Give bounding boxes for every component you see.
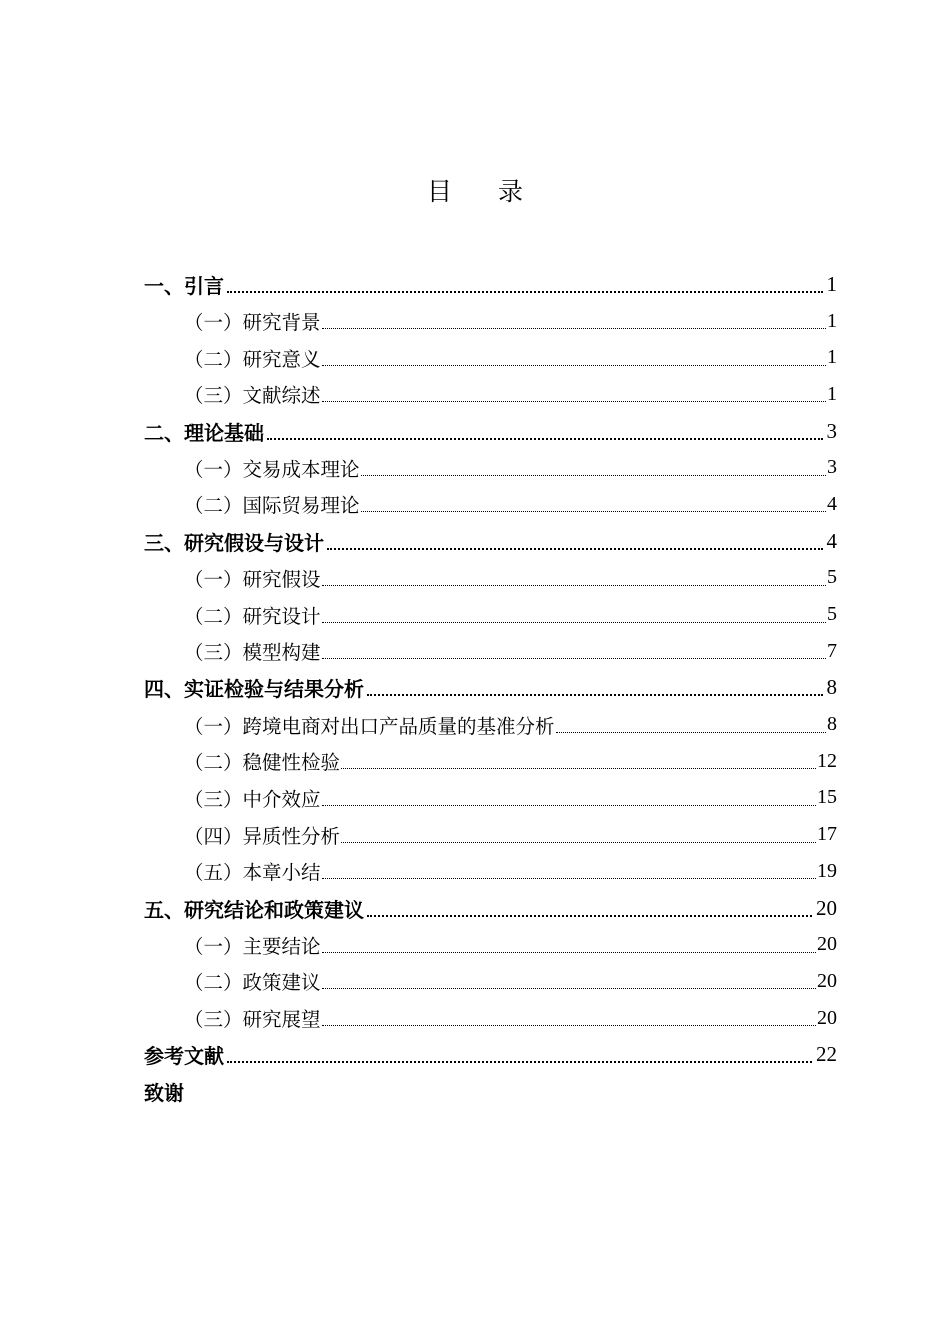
toc-entry-label: （三）文献综述 xyxy=(184,384,321,408)
toc-chapter-entry[interactable] xyxy=(144,523,837,560)
toc-dot-leader xyxy=(341,841,816,843)
toc-entry-label: （一）交易成本理论 xyxy=(184,457,360,481)
toc-dot-leader xyxy=(322,400,826,402)
toc-dot-leader xyxy=(322,1024,816,1026)
toc-section-entry[interactable] xyxy=(144,1000,837,1037)
toc-entry-page-number: 19 xyxy=(817,859,837,882)
toc-entry-page-number: 15 xyxy=(817,786,837,809)
toc-dot-leader xyxy=(227,290,823,293)
toc-dot-leader xyxy=(367,693,823,696)
toc-section-entry[interactable] xyxy=(144,486,837,523)
toc-entry-page-number: 20 xyxy=(817,1006,837,1029)
toc-entry-page-number: 5 xyxy=(827,603,837,626)
toc-section-entry[interactable] xyxy=(144,780,837,817)
toc-entry-page-number: 12 xyxy=(817,749,837,772)
toc-section-entry[interactable] xyxy=(144,560,837,597)
toc-entry-label: 四、实证检验与结果分析 xyxy=(144,677,364,702)
page-title-part1: 目 xyxy=(426,177,452,206)
toc-entry-page-number: 4 xyxy=(827,492,837,515)
toc-dot-leader xyxy=(322,364,826,366)
toc-entry-label: （二）国际贸易理论 xyxy=(184,494,360,518)
toc-entry-page-number: 20 xyxy=(816,895,837,920)
toc-dot-leader xyxy=(322,877,816,879)
toc-section-entry[interactable] xyxy=(144,743,837,780)
toc-section-entry[interactable] xyxy=(144,633,837,670)
toc-entry-label: （二）政策建议 xyxy=(184,971,321,995)
toc-entry-label: 参考文献 xyxy=(144,1044,224,1069)
toc-entry-page-number: 1 xyxy=(827,382,837,405)
toc-entry-label: （一）研究背景 xyxy=(184,311,321,335)
toc-dot-leader xyxy=(267,437,823,440)
toc-entry-page-number: 17 xyxy=(817,823,837,846)
toc-entry-page-number: 7 xyxy=(827,639,837,662)
toc-dot-leader xyxy=(361,510,826,512)
toc-entry-label: （二）研究意义 xyxy=(184,347,321,371)
toc-entry-page-number: 5 xyxy=(827,566,837,589)
toc-entry-label: （一）跨境电商对出口产品质量的基准分析 xyxy=(184,714,555,738)
toc-section-entry[interactable] xyxy=(144,303,837,340)
toc-dot-leader xyxy=(322,951,816,953)
toc-dot-leader xyxy=(322,584,826,586)
toc-entry-page-number: 22 xyxy=(816,1042,837,1067)
toc-dot-leader xyxy=(322,327,826,329)
toc-dot-leader xyxy=(322,621,826,623)
toc-chapter-entry[interactable] xyxy=(144,1036,837,1073)
page-title-part2: 录 xyxy=(498,177,524,206)
toc-chapter-entry[interactable] xyxy=(144,890,837,927)
toc-entry-label: （二）研究设计 xyxy=(184,604,321,628)
toc-section-entry[interactable] xyxy=(144,596,837,633)
toc-entry-label: 二、理论基础 xyxy=(144,420,264,445)
toc-entry-label: （二）稳健性检验 xyxy=(184,751,341,775)
toc-dot-leader xyxy=(322,987,816,989)
toc-section-entry[interactable] xyxy=(144,706,837,743)
toc-chapter-entry[interactable] xyxy=(144,266,837,303)
toc-chapter-entry[interactable] xyxy=(144,413,837,450)
toc-chapter-entry[interactable] xyxy=(144,670,837,707)
toc-dot-leader xyxy=(322,657,826,659)
table-of-contents xyxy=(144,266,837,1110)
toc-entry-page-number: 1 xyxy=(827,346,837,369)
toc-entry-label: （五）本章小结 xyxy=(184,861,321,885)
toc-dot-leader xyxy=(322,804,816,806)
toc-entry-label: 致谢 xyxy=(144,1080,184,1105)
toc-entry-label: （三）研究展望 xyxy=(184,1008,321,1032)
toc-section-entry[interactable] xyxy=(144,339,837,376)
toc-entry-page-number: 1 xyxy=(826,271,837,296)
toc-entry-page-number: 1 xyxy=(827,309,837,332)
toc-dot-leader xyxy=(361,474,826,476)
toc-entry-page-number: 20 xyxy=(817,933,837,956)
toc-entry-label: （一）研究假设 xyxy=(184,567,321,591)
toc-section-entry[interactable] xyxy=(144,853,837,890)
toc-section-entry[interactable] xyxy=(144,926,837,963)
toc-entry-label: （一）主要结论 xyxy=(184,934,321,958)
toc-chapter-entry[interactable] xyxy=(144,1073,837,1110)
toc-section-entry[interactable] xyxy=(144,376,837,413)
toc-section-entry[interactable] xyxy=(144,816,837,853)
toc-entry-page-number: 3 xyxy=(826,418,837,443)
toc-dot-leader xyxy=(227,1060,812,1063)
toc-section-entry[interactable] xyxy=(144,963,837,1000)
toc-entry-page-number: 3 xyxy=(827,456,837,479)
toc-entry-page-number: 8 xyxy=(826,675,837,700)
toc-entry-label: 五、研究结论和政策建议 xyxy=(144,897,364,922)
toc-entry-page-number: 4 xyxy=(826,528,837,553)
toc-entry-page-number: 20 xyxy=(817,969,837,992)
toc-dot-leader xyxy=(556,731,826,733)
toc-section-entry[interactable] xyxy=(144,449,837,486)
page-title xyxy=(0,172,950,212)
toc-dot-leader xyxy=(327,547,823,550)
toc-entry-page-number: 8 xyxy=(827,713,837,736)
toc-entry-label: 三、研究假设与设计 xyxy=(144,530,324,555)
toc-dot-leader xyxy=(367,914,812,917)
toc-entry-label: （三）中介效应 xyxy=(184,787,321,811)
toc-entry-label: 一、引言 xyxy=(144,273,224,298)
toc-entry-label: （三）模型构建 xyxy=(184,641,321,665)
toc-entry-label: （四）异质性分析 xyxy=(184,824,341,848)
toc-dot-leader xyxy=(341,767,816,769)
